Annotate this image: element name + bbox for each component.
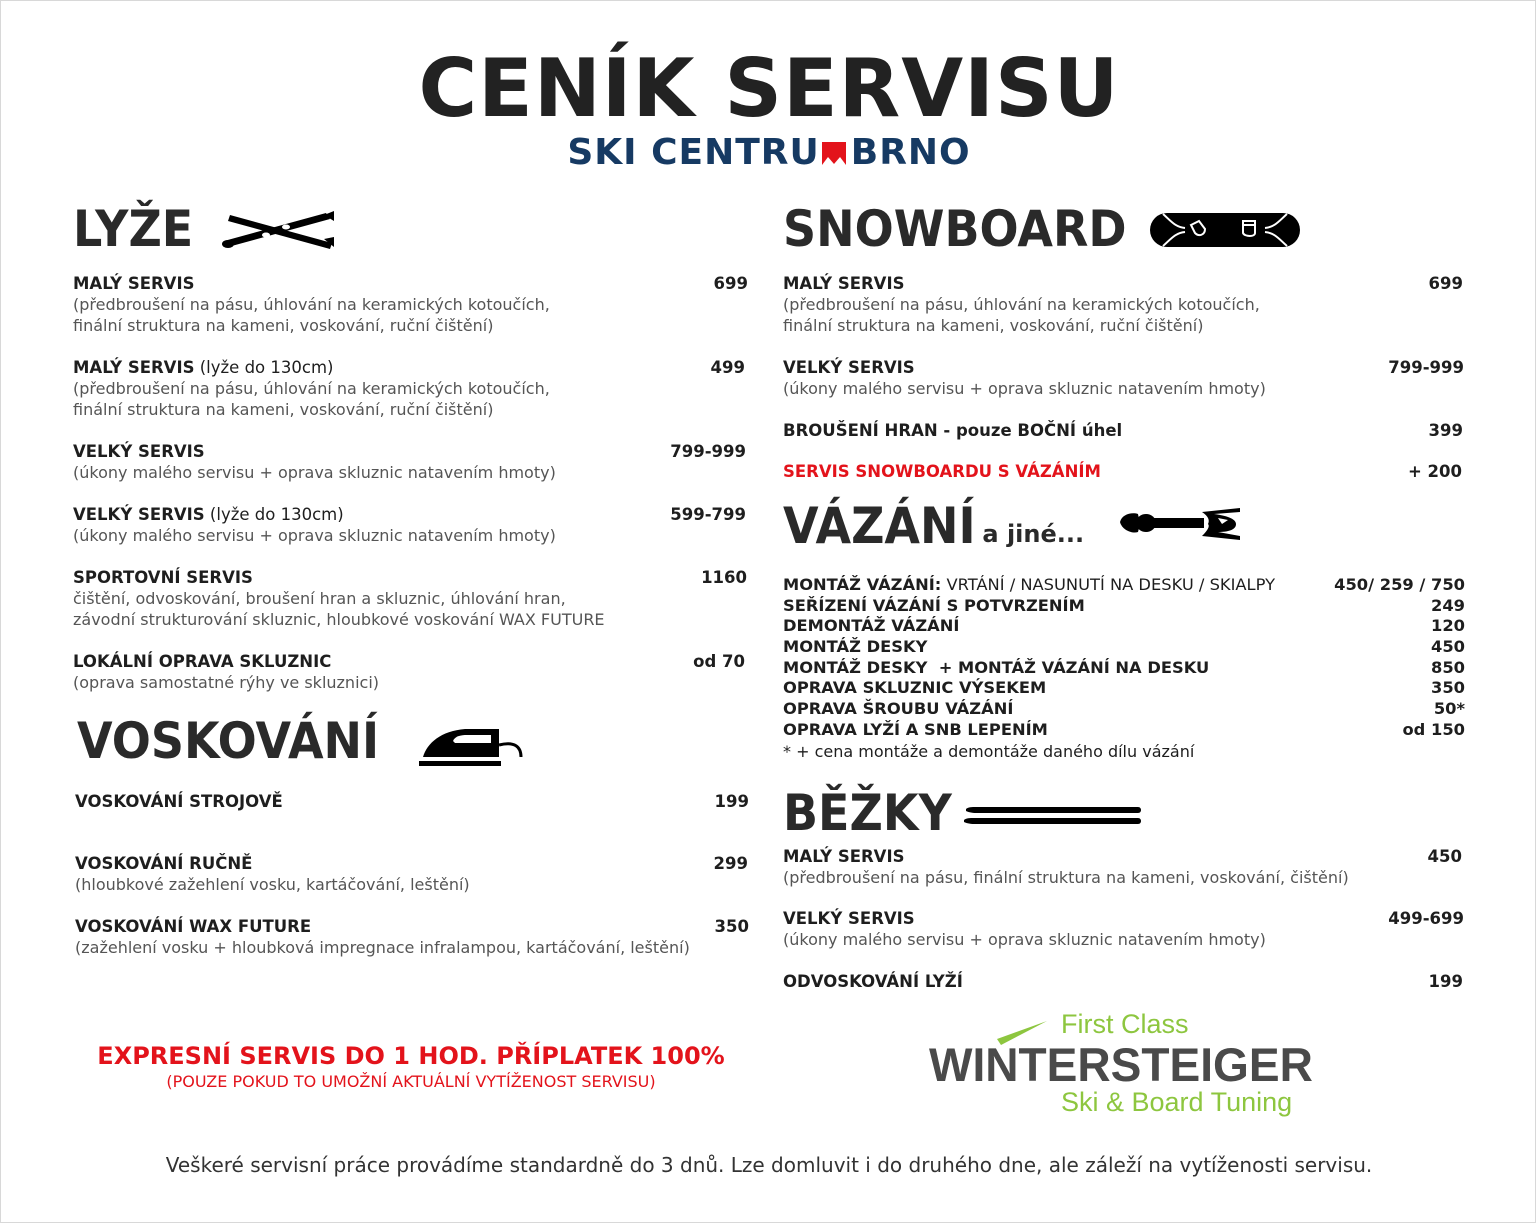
service-item [73, 441, 746, 483]
item-name: MALÝ SERVIS (lyže do 130cm) [73, 358, 334, 377]
service-item [73, 651, 745, 693]
item-description: (předbroušení na pásu, finální struktura na kameni, voskování, čištění) [783, 868, 1349, 887]
item-name: MALÝ SERVIS [783, 847, 905, 866]
section-heading-bezky [783, 785, 1144, 841]
item-price: 199 [1428, 972, 1463, 991]
item-price: 799-999 [1388, 358, 1464, 377]
item-description: (úkony malého servisu + oprava skluznic natavením hmoty) [783, 379, 1266, 398]
service-item [783, 575, 1465, 596]
section-title: SNOWBOARD [783, 200, 1127, 258]
item-price: 199 [714, 792, 749, 811]
service-item [73, 504, 746, 546]
item-name: MONTÁŽ DESKY + MONTÁŽ VÁZÁNÍ NA DESKU [783, 657, 1210, 677]
item-price: 450 [1427, 847, 1462, 866]
item-description: (hloubkové zažehlení vosku, kartáčování, leštění) [75, 875, 470, 894]
express-condition: (POUZE POKUD TO UMOŽNÍ AKTUÁLNÍ VYTÍŽENOST SERVISU) [166, 1072, 656, 1091]
item-name: MONTÁŽ DESKY [783, 637, 928, 657]
service-item [783, 971, 1463, 992]
service-item [73, 567, 747, 630]
section-title: VÁZÁNÍ [783, 497, 976, 555]
service-item [783, 357, 1464, 399]
item-name: SEŘÍZENÍ VÁZÁNÍ S POTVRZENÍM [783, 595, 1085, 615]
footnote: * + cena montáže a demontáže daného dílu vázání [783, 741, 1195, 761]
ski-binding-icon [1118, 504, 1242, 542]
item-price: 399 [1428, 421, 1463, 440]
item-name: MALÝ SERVIS [73, 274, 195, 293]
item-price: 249 [1431, 595, 1465, 615]
item-description: (předbroušení na pásu, úhlování na keramických kotoučích, [783, 295, 1260, 314]
item-name: BROUŠENÍ HRAN - pouze BOČNÍ úhel [783, 421, 1123, 440]
iron-icon [417, 723, 523, 767]
item-name: VELKÝ SERVIS [783, 358, 915, 377]
section-title: VOSKOVÁNÍ [77, 712, 380, 770]
service-item [73, 357, 745, 420]
item-description: (oprava samostatné rýhy ve skluznici) [73, 673, 379, 692]
item-description: (úkony malého servisu + oprava skluznic natavením hmoty) [73, 463, 556, 482]
item-price: 299 [713, 854, 748, 873]
footer-note: Veškeré servisní práce provádíme standardně do 3 dnů. Lze domluvit i do druhého dne, ale záleží na vytíženosti servisu. [165, 1153, 1373, 1177]
service-item [783, 273, 1463, 336]
logo-wordmark: WINTERSTEIGER [929, 1038, 1313, 1091]
page-title: CENÍK SERVISU [418, 42, 1120, 135]
item-name: OPRAVA LYŽÍ A SNB LEPENÍM [783, 719, 1048, 739]
service-item [783, 596, 1465, 617]
item-description: finální struktura na kameni, voskování, ruční čištění) [783, 316, 1204, 335]
item-description: (úkony malého servisu + oprava skluznic natavením hmoty) [73, 526, 556, 545]
section-subtitle: a jiné... [982, 520, 1085, 548]
item-description: (zažehlení vosku + hloubková impregnace infralampou, kartáčování, leštění) [75, 938, 690, 957]
item-name: LOKÁLNÍ OPRAVA SKLUZNIC [73, 652, 332, 671]
item-name: VELKÝ SERVIS (lyže do 130cm) [73, 505, 344, 524]
service-item [783, 616, 1465, 637]
service-item [73, 273, 748, 336]
crossed-skis-icon [220, 211, 336, 251]
item-name: SERVIS SNOWBOARDU S VÁZÁNÍM [783, 462, 1101, 481]
binding-price-list [783, 575, 1465, 762]
service-item [783, 637, 1465, 658]
item-name: MONTÁŽ VÁZÁNÍ: VRTÁNÍ / NASUNUTÍ NA DESKU / SKIALPY [783, 575, 1276, 594]
item-price: 350 [1431, 678, 1465, 698]
snowboard-icon [1149, 211, 1301, 249]
item-price: od 150 [1402, 719, 1465, 739]
item-name: DEMONTÁŽ VÁZÁNÍ [783, 616, 960, 636]
service-item [75, 916, 749, 958]
item-price: 50* [1433, 699, 1465, 719]
brand-name-left: SKI CENTRU [567, 132, 820, 173]
service-item-highlight [783, 461, 1462, 482]
service-item [783, 658, 1465, 679]
item-price: od 70 [693, 652, 745, 671]
brand-name-right: BRNO [850, 132, 971, 173]
item-description: finální struktura na kameni, voskování, ruční čištění) [73, 400, 494, 419]
item-name: VOSKOVÁNÍ WAX FUTURE [75, 917, 312, 936]
item-description: (předbroušení na pásu, úhlování na keramických kotoučích, [73, 295, 550, 314]
item-description: závodní strukturování skluznic, hloubkové voskování WAX FUTURE [73, 610, 605, 629]
item-name: VOSKOVÁNÍ RUČNĚ [75, 854, 253, 873]
item-price: 699 [1428, 274, 1463, 293]
item-price: 699 [713, 274, 748, 293]
section-heading-vazani [783, 498, 1242, 554]
section-heading-snowboard [783, 201, 1301, 257]
service-item [783, 908, 1464, 950]
item-description: (úkony malého servisu + oprava skluznic natavením hmoty) [783, 930, 1266, 949]
cross-country-skis-icon [962, 805, 1144, 827]
item-description: čištění, odvoskování, broušení hran a skluznic, úhlování hran, [73, 589, 566, 608]
section-heading-lyze [73, 201, 336, 257]
item-name: OPRAVA ŠROUBU VÁZÁNÍ [783, 699, 1014, 719]
brand-logo [1, 131, 1536, 175]
express-service-notice [61, 1041, 761, 1093]
service-item [783, 720, 1465, 741]
item-price: 499-699 [1388, 909, 1464, 928]
item-price: 799-999 [670, 442, 746, 461]
item-name: VELKÝ SERVIS [783, 909, 915, 928]
item-name: OPRAVA SKLUZNIC VÝSEKEM [783, 678, 1047, 698]
item-name: MALÝ SERVIS [783, 274, 905, 293]
logo-tagline-bottom: Ski & Board Tuning [1061, 1087, 1293, 1117]
item-name: ODVOSKOVÁNÍ LYŽÍ [783, 972, 963, 991]
section-title: BĚŽKY [783, 784, 952, 842]
item-description: (předbroušení na pásu, úhlování na keramických kotoučích, [73, 379, 550, 398]
logo-tagline-top: First Class [1061, 1009, 1189, 1039]
item-name: SPORTOVNÍ SERVIS [73, 568, 253, 587]
item-price: 499 [710, 358, 745, 377]
item-description: finální struktura na kameni, voskování, ruční čištění) [73, 316, 494, 335]
item-name: VOSKOVÁNÍ STROJOVĚ [75, 792, 283, 811]
section-heading-voskovani [77, 713, 523, 769]
item-price: 450/ 259 / 750 [1334, 575, 1465, 594]
service-item [783, 846, 1462, 888]
service-item [783, 678, 1465, 699]
item-price: 1160 [701, 568, 747, 587]
red-mountain-m-icon [821, 139, 847, 165]
item-name: VELKÝ SERVIS [73, 442, 205, 461]
service-item [783, 699, 1465, 720]
item-price: 350 [714, 917, 749, 936]
item-price: 599-799 [670, 505, 746, 524]
item-price: 850 [1431, 657, 1465, 677]
item-price: + 200 [1407, 462, 1462, 481]
service-item [75, 853, 748, 895]
service-item [75, 791, 749, 812]
wintersteiger-logo [929, 1007, 1321, 1121]
item-price: 120 [1431, 616, 1465, 636]
section-title: LYŽE [73, 200, 194, 258]
item-price: 450 [1431, 637, 1465, 657]
express-headline: EXPRESNÍ SERVIS DO 1 HOD. PŘÍPLATEK 100% [97, 1042, 725, 1070]
service-item [783, 420, 1463, 441]
